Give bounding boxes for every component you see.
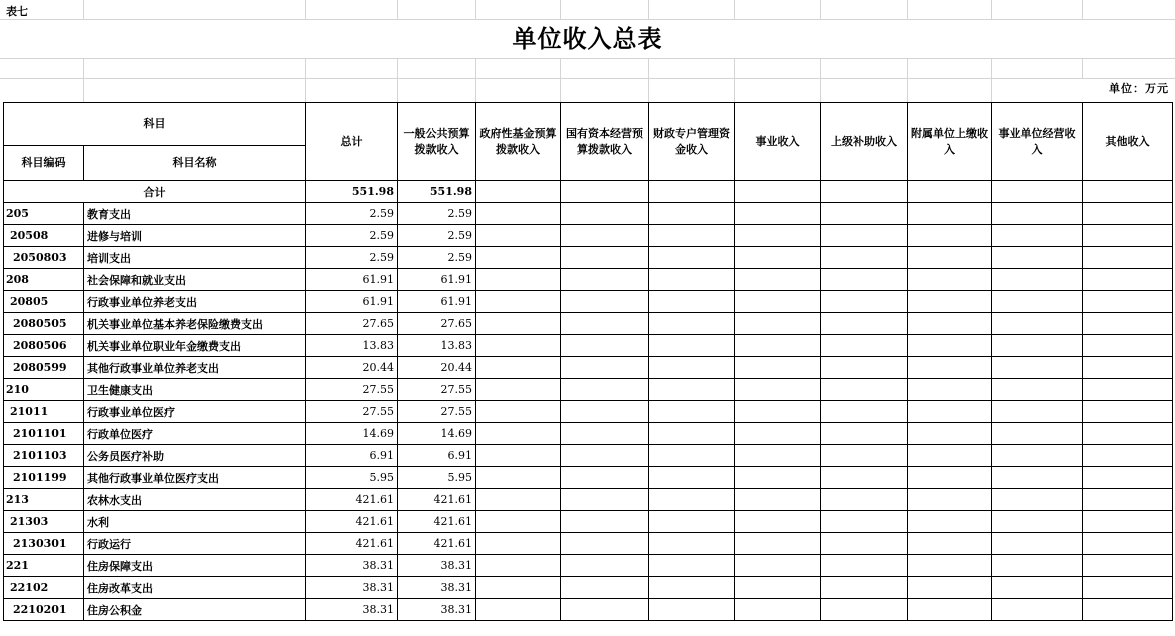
table-row [4,357,1173,379]
table-row [4,555,1173,577]
total-row [4,181,1173,203]
header-superior-subsidy: 上级补助收入 [821,103,908,181]
empty-cell [649,357,735,379]
empty-cell [649,291,735,313]
empty-cell [1083,445,1173,467]
row-code: 21303 [4,511,84,533]
row-code: 20805 [4,291,84,313]
empty-cell [735,423,821,445]
row-general-budget: 2.59 [398,225,476,247]
empty-cell [821,401,908,423]
empty-cell [1083,555,1173,577]
empty-cell [649,599,735,621]
empty-cell [735,511,821,533]
header-operations: 事业单位经营收入 [992,103,1083,181]
table-row [4,445,1173,467]
empty-cell [649,379,735,401]
row-code: 208 [4,269,84,291]
empty-cell [561,467,649,489]
row-total: 421.61 [306,489,398,511]
empty-cell [821,599,908,621]
empty-cell [908,467,992,489]
empty-cell [649,467,735,489]
empty-cell [821,511,908,533]
empty-cell [908,423,992,445]
header-subject: 科目 [4,103,306,146]
row-general-budget: 27.65 [398,313,476,335]
empty-cell [561,401,649,423]
empty-cell [649,225,735,247]
empty-cell [821,313,908,335]
header-gov-fund: 政府性基金预算拨款收入 [476,103,561,181]
row-general-budget: 421.61 [398,533,476,555]
empty-cell [821,225,908,247]
table-row [4,335,1173,357]
empty-cell [908,225,992,247]
empty-cell [821,467,908,489]
empty-cell [821,577,908,599]
empty-cell [908,577,992,599]
page-title: 单位收入总表 [512,24,663,53]
table-header [4,103,1173,203]
income-table [3,102,1173,621]
empty-cell [1083,291,1173,313]
table-row [4,291,1173,313]
empty-cell [992,599,1083,621]
empty-cell [992,533,1083,555]
empty-cell [649,247,735,269]
table-row [4,511,1173,533]
empty-cell [1083,225,1173,247]
empty-cell [821,335,908,357]
empty-cell [992,445,1083,467]
row-general-budget: 27.55 [398,401,476,423]
table-body [4,203,1173,621]
empty-cell [821,423,908,445]
empty-cell [908,489,992,511]
header-special-fund: 财政专户管理资金收入 [649,103,735,181]
row-name: 住房改革支出 [84,577,306,599]
row-name: 行政事业单位养老支出 [84,291,306,313]
row-code: 22102 [4,577,84,599]
empty-cell [908,247,992,269]
empty-cell [908,555,992,577]
empty-cell [735,335,821,357]
row-total: 38.31 [306,555,398,577]
row-total: 38.31 [306,577,398,599]
row-code: 2080505 [4,313,84,335]
empty-cell [476,599,561,621]
empty-cell [992,225,1083,247]
row-total: 5.95 [306,467,398,489]
row-general-budget: 421.61 [398,511,476,533]
row-code: 2210201 [4,599,84,621]
unit-label: 单位：万元 [1109,82,1169,95]
row-code: 2101103 [4,445,84,467]
table-row [4,599,1173,621]
empty-cell [561,335,649,357]
empty-cell [821,379,908,401]
empty-cell [908,511,992,533]
empty-cell [735,247,821,269]
empty-cell [908,203,992,225]
table-row [4,225,1173,247]
empty-cell [821,203,908,225]
row-name: 行政事业单位医疗 [84,401,306,423]
empty-cell [1083,379,1173,401]
row-total: 2.59 [306,225,398,247]
empty-cell [908,533,992,555]
row-total: 2.59 [306,203,398,225]
empty-cell [735,401,821,423]
empty-cell [992,467,1083,489]
table-row [4,379,1173,401]
empty-cell [561,357,649,379]
empty-cell [649,335,735,357]
row-code: 2101101 [4,423,84,445]
sheet-tag: 表七 [6,5,28,18]
row-code: 2080506 [4,335,84,357]
row-total: 6.91 [306,445,398,467]
table-row [4,401,1173,423]
empty-cell [476,335,561,357]
empty-cell [561,489,649,511]
row-code: 2101199 [4,467,84,489]
empty-cell [908,445,992,467]
row-name: 住房保障支出 [84,555,306,577]
empty-cell [1083,357,1173,379]
empty-cell [992,247,1083,269]
empty-cell [649,269,735,291]
row-general-budget: 38.31 [398,555,476,577]
row-general-budget: 14.69 [398,423,476,445]
row-code: 2050803 [4,247,84,269]
row-general-budget: 421.61 [398,489,476,511]
empty-cell [476,445,561,467]
header-business: 事业收入 [735,103,821,181]
empty-cell [1083,203,1173,225]
row-total: 421.61 [306,533,398,555]
empty-cell [1083,533,1173,555]
empty-cell [1083,577,1173,599]
empty-cell [476,291,561,313]
empty-cell [561,379,649,401]
empty-cell [561,599,649,621]
empty-cell [649,555,735,577]
row-code: 20508 [4,225,84,247]
empty-cell [476,577,561,599]
row-name: 其他行政事业单位养老支出 [84,357,306,379]
table-row [4,423,1173,445]
row-name: 机关事业单位职业年金缴费支出 [84,335,306,357]
empty-cell [735,291,821,313]
total-label: 合计 [4,181,306,203]
empty-cell [821,357,908,379]
empty-cell [561,203,649,225]
empty-cell [821,555,908,577]
total-total: 551.98 [306,181,398,203]
row-name: 农林水支出 [84,489,306,511]
row-general-budget: 13.83 [398,335,476,357]
row-general-budget: 38.31 [398,599,476,621]
empty-cell [476,555,561,577]
empty-cell [561,511,649,533]
empty-cell [992,577,1083,599]
empty-cell [476,357,561,379]
empty-cell [992,423,1083,445]
row-general-budget: 2.59 [398,247,476,269]
empty-cell [735,577,821,599]
empty-cell [476,533,561,555]
total-general-budget: 551.98 [398,181,476,203]
empty-cell [735,357,821,379]
empty-cell [476,511,561,533]
row-name: 卫生健康支出 [84,379,306,401]
empty-cell [649,313,735,335]
row-total: 14.69 [306,423,398,445]
row-general-budget: 6.91 [398,445,476,467]
empty-cell [735,203,821,225]
empty-cell [649,511,735,533]
table-row [4,577,1173,599]
empty-cell [476,225,561,247]
table-row [4,313,1173,335]
row-code: 210 [4,379,84,401]
header-other: 其他收入 [1083,103,1173,181]
empty-cell [992,269,1083,291]
empty-cell [561,313,649,335]
empty-cell [908,291,992,313]
row-total: 2.59 [306,247,398,269]
empty-cell [1083,467,1173,489]
empty-cell [821,291,908,313]
empty-cell [735,489,821,511]
header-state-capital: 国有资本经营预算拨款收入 [561,103,649,181]
empty-cell [476,313,561,335]
empty-cell [992,203,1083,225]
empty-cell [992,335,1083,357]
row-general-budget: 38.31 [398,577,476,599]
empty-cell [735,269,821,291]
row-name: 公务员医疗补助 [84,445,306,467]
row-general-budget: 27.55 [398,379,476,401]
empty-cell [735,555,821,577]
table-row [4,533,1173,555]
row-code: 221 [4,555,84,577]
empty-cell [649,401,735,423]
row-code: 213 [4,489,84,511]
empty-cell [735,445,821,467]
empty-cell [649,203,735,225]
empty-cell [908,313,992,335]
empty-cell [1083,423,1173,445]
empty-cell [561,445,649,467]
row-name: 机关事业单位基本养老保险缴费支出 [84,313,306,335]
row-total: 61.91 [306,269,398,291]
empty-cell [908,357,992,379]
empty-cell [992,511,1083,533]
empty-cell [1083,401,1173,423]
empty-cell [1083,599,1173,621]
empty-cell [1083,489,1173,511]
row-code: 2080599 [4,357,84,379]
header-code: 科目编码 [4,146,84,181]
table-row [4,203,1173,225]
row-name: 行政单位医疗 [84,423,306,445]
empty-cell [649,423,735,445]
empty-cell [735,599,821,621]
empty-cell [649,489,735,511]
row-code: 21011 [4,401,84,423]
empty-cell [908,269,992,291]
empty-cell [992,379,1083,401]
empty-cell [561,423,649,445]
empty-cell [1083,247,1173,269]
row-general-budget: 20.44 [398,357,476,379]
row-total: 20.44 [306,357,398,379]
empty-cell [992,313,1083,335]
row-general-budget: 61.91 [398,291,476,313]
empty-cell [821,445,908,467]
row-general-budget: 5.95 [398,467,476,489]
row-total: 61.91 [306,291,398,313]
row-total: 27.65 [306,313,398,335]
row-general-budget: 61.91 [398,269,476,291]
empty-cell [821,247,908,269]
row-name: 行政运行 [84,533,306,555]
empty-cell [1083,269,1173,291]
empty-cell [476,247,561,269]
empty-cell [908,379,992,401]
row-name: 其他行政事业单位医疗支出 [84,467,306,489]
empty-cell [992,401,1083,423]
empty-cell [992,357,1083,379]
empty-cell [1083,511,1173,533]
empty-cell [821,533,908,555]
empty-cell [821,489,908,511]
empty-cell [992,291,1083,313]
empty-cell [476,423,561,445]
row-total: 421.61 [306,511,398,533]
empty-cell [992,555,1083,577]
table-row [4,247,1173,269]
empty-cell [735,379,821,401]
row-total: 27.55 [306,401,398,423]
row-code: 2130301 [4,533,84,555]
row-total: 13.83 [306,335,398,357]
empty-cell [476,203,561,225]
empty-cell [992,489,1083,511]
row-name: 住房公积金 [84,599,306,621]
row-general-budget: 2.59 [398,203,476,225]
empty-cell [561,247,649,269]
row-name: 社会保障和就业支出 [84,269,306,291]
empty-cell [649,577,735,599]
empty-cell [476,467,561,489]
empty-cell [821,269,908,291]
empty-cell [561,577,649,599]
row-name: 教育支出 [84,203,306,225]
row-name: 进修与培训 [84,225,306,247]
row-total: 27.55 [306,379,398,401]
empty-cell [908,599,992,621]
table-row [4,467,1173,489]
empty-cell [476,269,561,291]
empty-cell [561,291,649,313]
empty-cell [735,467,821,489]
empty-cell [561,225,649,247]
empty-cell [476,401,561,423]
empty-cell [1083,335,1173,357]
empty-cell [561,269,649,291]
table-row [4,489,1173,511]
row-code: 205 [4,203,84,225]
empty-cell [561,555,649,577]
empty-cell [908,335,992,357]
empty-cell [735,225,821,247]
row-name: 水利 [84,511,306,533]
empty-cell [476,379,561,401]
empty-cell [649,533,735,555]
empty-cell [476,489,561,511]
empty-cell [561,533,649,555]
row-name: 培训支出 [84,247,306,269]
row-total: 38.31 [306,599,398,621]
table-row [4,269,1173,291]
empty-cell [735,533,821,555]
header-name: 科目名称 [84,146,306,181]
empty-cell [1083,313,1173,335]
header-total: 总计 [306,103,398,181]
header-affiliated: 附属单位上缴收入 [908,103,992,181]
header-general-budget: 一般公共预算拨款收入 [398,103,476,181]
empty-cell [908,401,992,423]
empty-cell [649,445,735,467]
empty-cell [735,313,821,335]
